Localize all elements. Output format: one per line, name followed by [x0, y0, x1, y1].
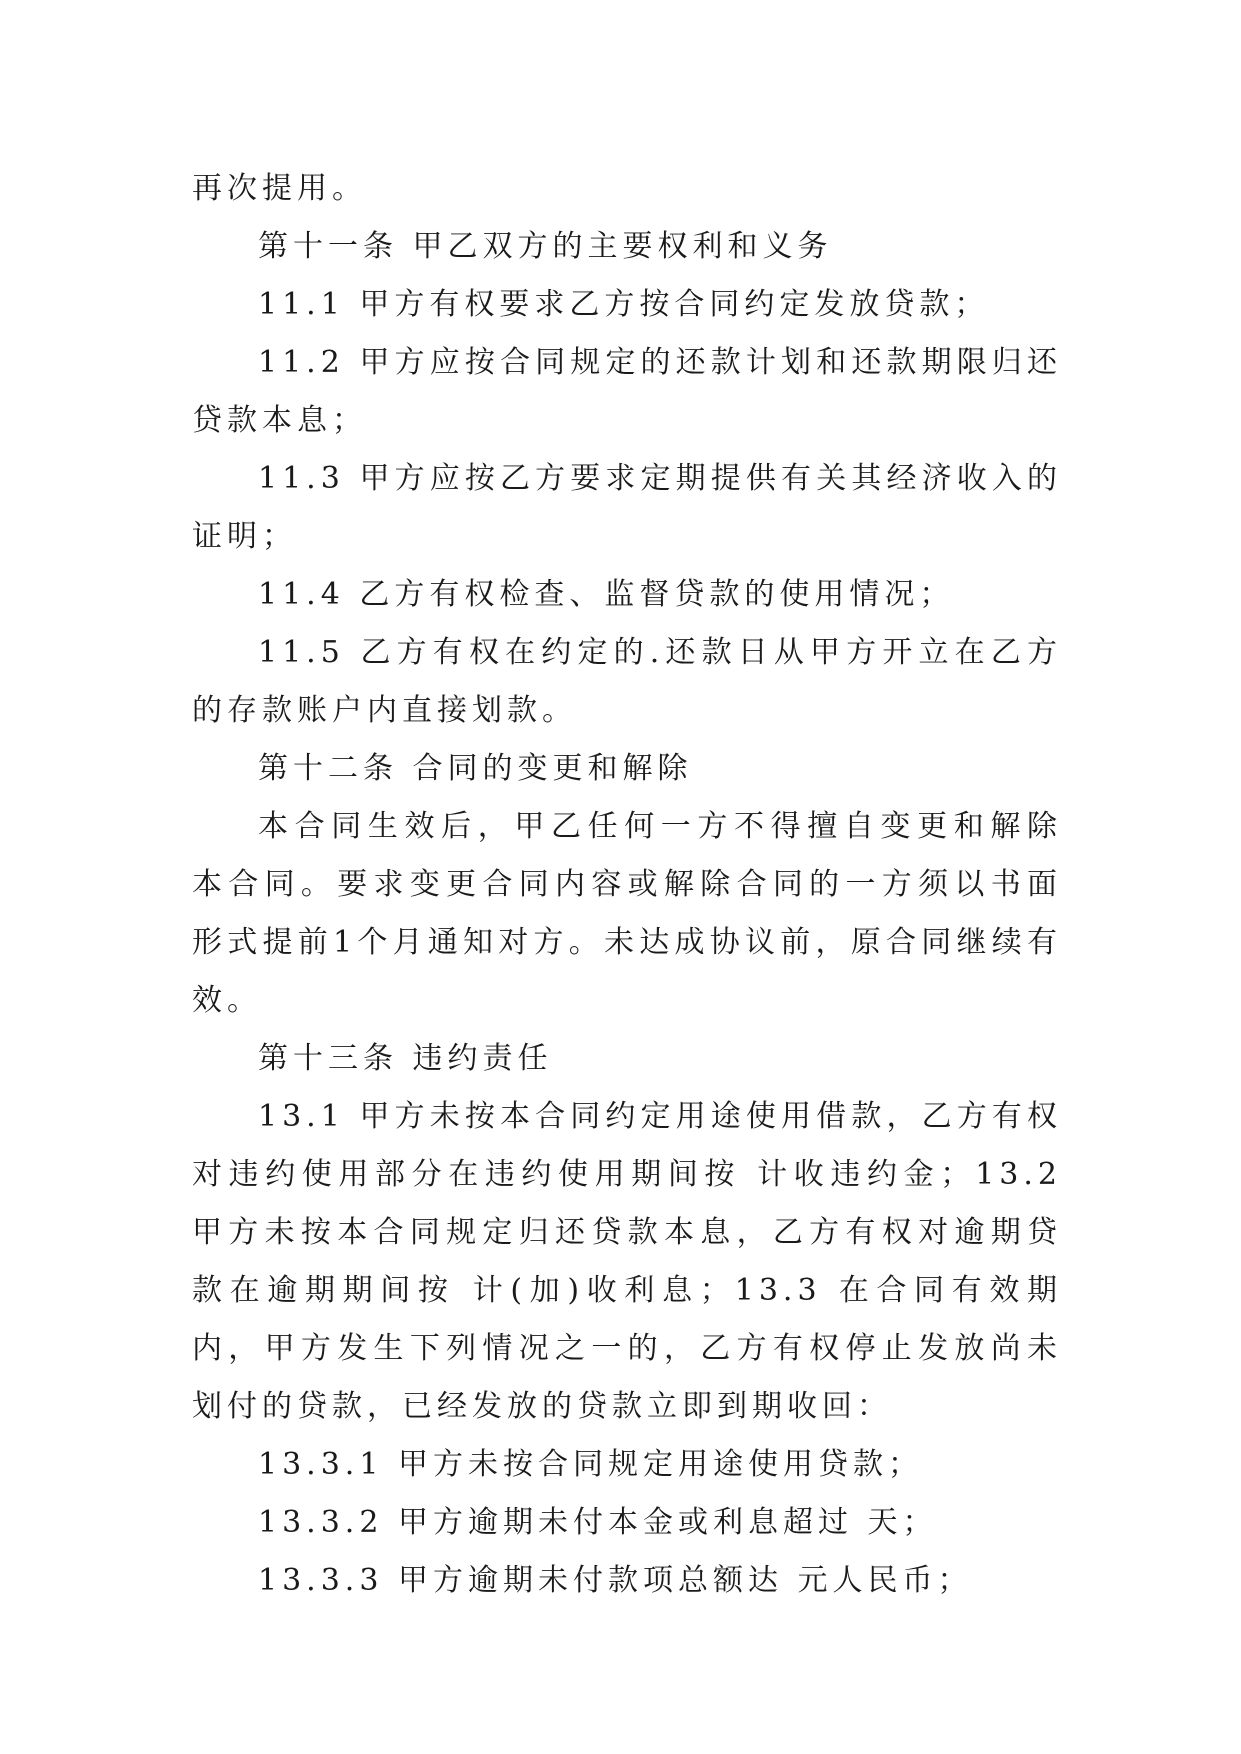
article-13-body: 13.1 甲方未按本合同约定用途使用借款，乙方有权对违约使用部分在违约使用期间按 计收违约金；13.2 甲方未按本合同规定归还贷款本息，乙方有权对逾期贷款在逾期期间按 计(加)收利息；13.3 在合同有效期内，甲方发生下列情况之一的，乙方有权停止发放尚未划付的贷款，已经发放的贷款立即到期收回：: [192, 1099, 1062, 1424]
article-11-heading: 第十一条 甲乙双方的主要权利和义务: [258, 229, 833, 264]
article-12-body: 本合同生效后，甲乙任何一方不得擅自变更和解除本合同。要求变更合同内容或解除合同的一方须以书面形式提前1个月通知对方。未达成协议前，原合同继续有效。: [192, 809, 1062, 1018]
clause-11-3: 11.3 甲方应按乙方要求定期提供有关其经济收入的证明；: [192, 461, 1062, 554]
document-page: [192, 160, 1062, 1610]
clause-11-4: 11.4 乙方有权检查、监督贷款的使用情况；: [258, 577, 955, 612]
article-13-heading: 第十三条 违约责任: [258, 1041, 553, 1076]
clause-11-1: 11.1 甲方有权要求乙方按合同约定发放贷款；: [258, 287, 990, 322]
clause-11-5: 11.5 乙方有权在约定的.还款日从甲方开立在乙方的存款账户内直接划款。: [192, 635, 1062, 728]
clause-13-3-2: 13.3.2 甲方逾期未付本金或利息超过 天；: [258, 1505, 938, 1540]
clause-13-3-1: 13.3.1 甲方未按合同规定用途使用贷款；: [258, 1447, 923, 1482]
paragraph-continuation: 再次提用。: [192, 171, 367, 206]
clause-11-2: 11.2 甲方应按合同规定的还款计划和还款期限归还贷款本息；: [192, 345, 1062, 438]
clause-13-3-3: 13.3.3 甲方逾期未付款项总额达 元人民币；: [258, 1563, 973, 1598]
article-12-heading: 第十二条 合同的变更和解除: [258, 751, 693, 786]
